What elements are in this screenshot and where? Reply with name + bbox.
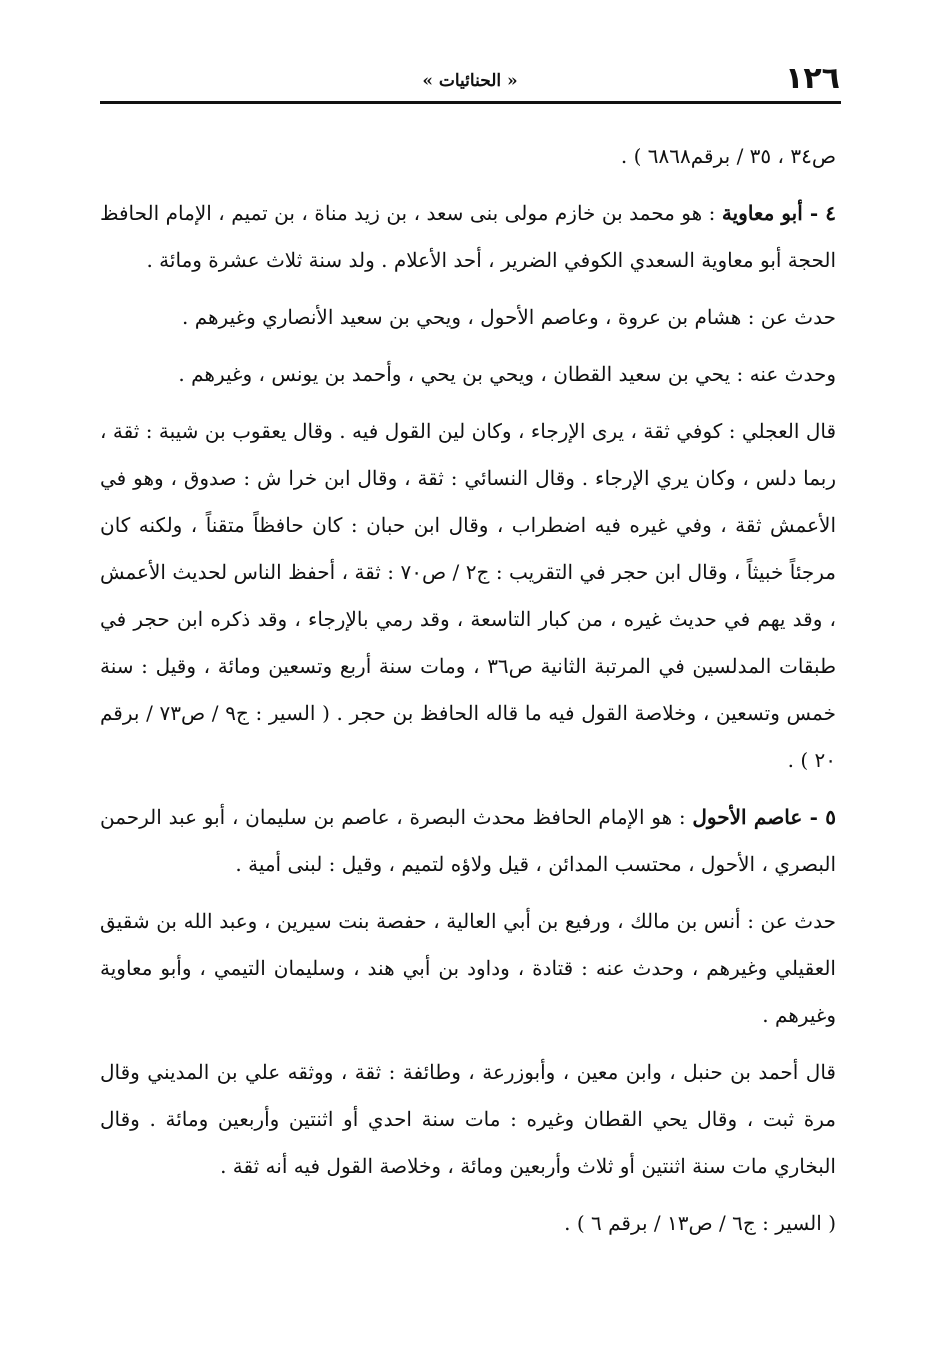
page-header [100,61,840,100]
paragraph-grading-2: قال أحمد بن حنبل ، وابن معين ، وأبوزرعة ، وطائفة : ثقة ، ووثقه علي بن المديني وقال مرة ثبت ، وقال يحي القطان وغيره : مات سنة احدي أو اثنتين وأربعين ومائة . وقال البخاري مات سنة اثنتين أو ثلاث وأربعين ومائة ، وخلاصة القول فيه أنه ثقة . [100,1060,836,1178]
paragraph-narrated-by: وحدث عنه : يحي بن سعيد القطان ، ويحي بن يحي ، وأحمد بن يونس ، وغيرهم . [178,362,836,386]
paragraph-citation: ( السير : ج٦ / ص١٣ / برقم ٦ ) . [564,1211,836,1235]
paragraph-citation-continuation: ص٣٤ ، ٣٥ / برقم٦٨٦٨ ) . [620,144,836,168]
entry-title: ٤ - أبو معاوية [721,201,837,225]
body-text [100,133,836,1257]
paragraph-grading: قال العجلي : كوفي ثقة ، يرى الإرجاء ، وكان لين القول فيه . وقال يعقوب بن شيبة : ثقة ، ربما دلس ، وكان يري الإرجاء . وقال النسائي : ثقة ، وقال ابن خرا ش : صدوق ، وهو في الأعمش ثقة ، وفي غيره فيه اضطراب ، وقال ابن حبان : كان حافظاً متقناً ، ولكنه كان مرجئاً خبيثاً ، وقال ابن حجر في التقريب : ج٢ / ص٧٠ : ثقة ، أحفظ الناس لحديث الأعمش ، وقد يهم في حديث غيره ، من كبار التاسعة ، وقد رمي بالإرجاء ، وقد ذكره ابن حجر في طبقات المدلسين في المرتبة الثانية ص٣٦ ، ومات سنة أربع وتسعين ومائة ، وقيل : سنة خمس وتسعين ، وخلاصة القول فيه ما قاله الحافظ بن حجر . ( السير : ج٩ / ص٧٣ / برقم ٢٠ ) . [100,419,836,772]
running-title: « الحنائيات » [422,71,518,91]
paragraph-narrated-from-2: حدث عن : أنس بن مالك ، ورفيع بن أبي العالية ، حفصة بنت سيرين ، وعبد الله بن شقيق العقيلي وغيرهم ، وحدث عنه : قتادة ، وداود بن أبي هند ، وسليمان التيمي ، وأبو معاوية وغيرهم . [100,909,836,1027]
paragraph-entry-abu-muawiya: ٤ - أبو معاوية : هو محمد بن خازم مولى بنى سعد ، بن زيد مناة ، بن تميم ، الإمام الحافظ الحجة أبو معاوية السعدي الكوفي الضرير ، أحد الأعلام . ولد سنة ثلاث عشرة ومائة . [100,201,837,272]
entry-title: ٥ - عاصم الأحول [692,805,836,829]
page-number: ١٢٦ [785,61,840,96]
header-rule [100,101,841,104]
paragraph-narrated-from: حدث عن : هشام بن عروة ، وعاصم الأحول ، ويحي بن سعيد الأنصاري وغيرهم . [181,305,836,329]
paragraph-entry-asim-al-ahwal: ٥ - عاصم الأحول : هو الإمام الحافظ محدث البصرة ، عاصم بن سليمان ، أبو عبد الرحمن البصري ، الأحول ، محتسب المدائن ، قيل ولاؤه لتميم ، وقيل : لبنى أمية . [100,805,836,876]
